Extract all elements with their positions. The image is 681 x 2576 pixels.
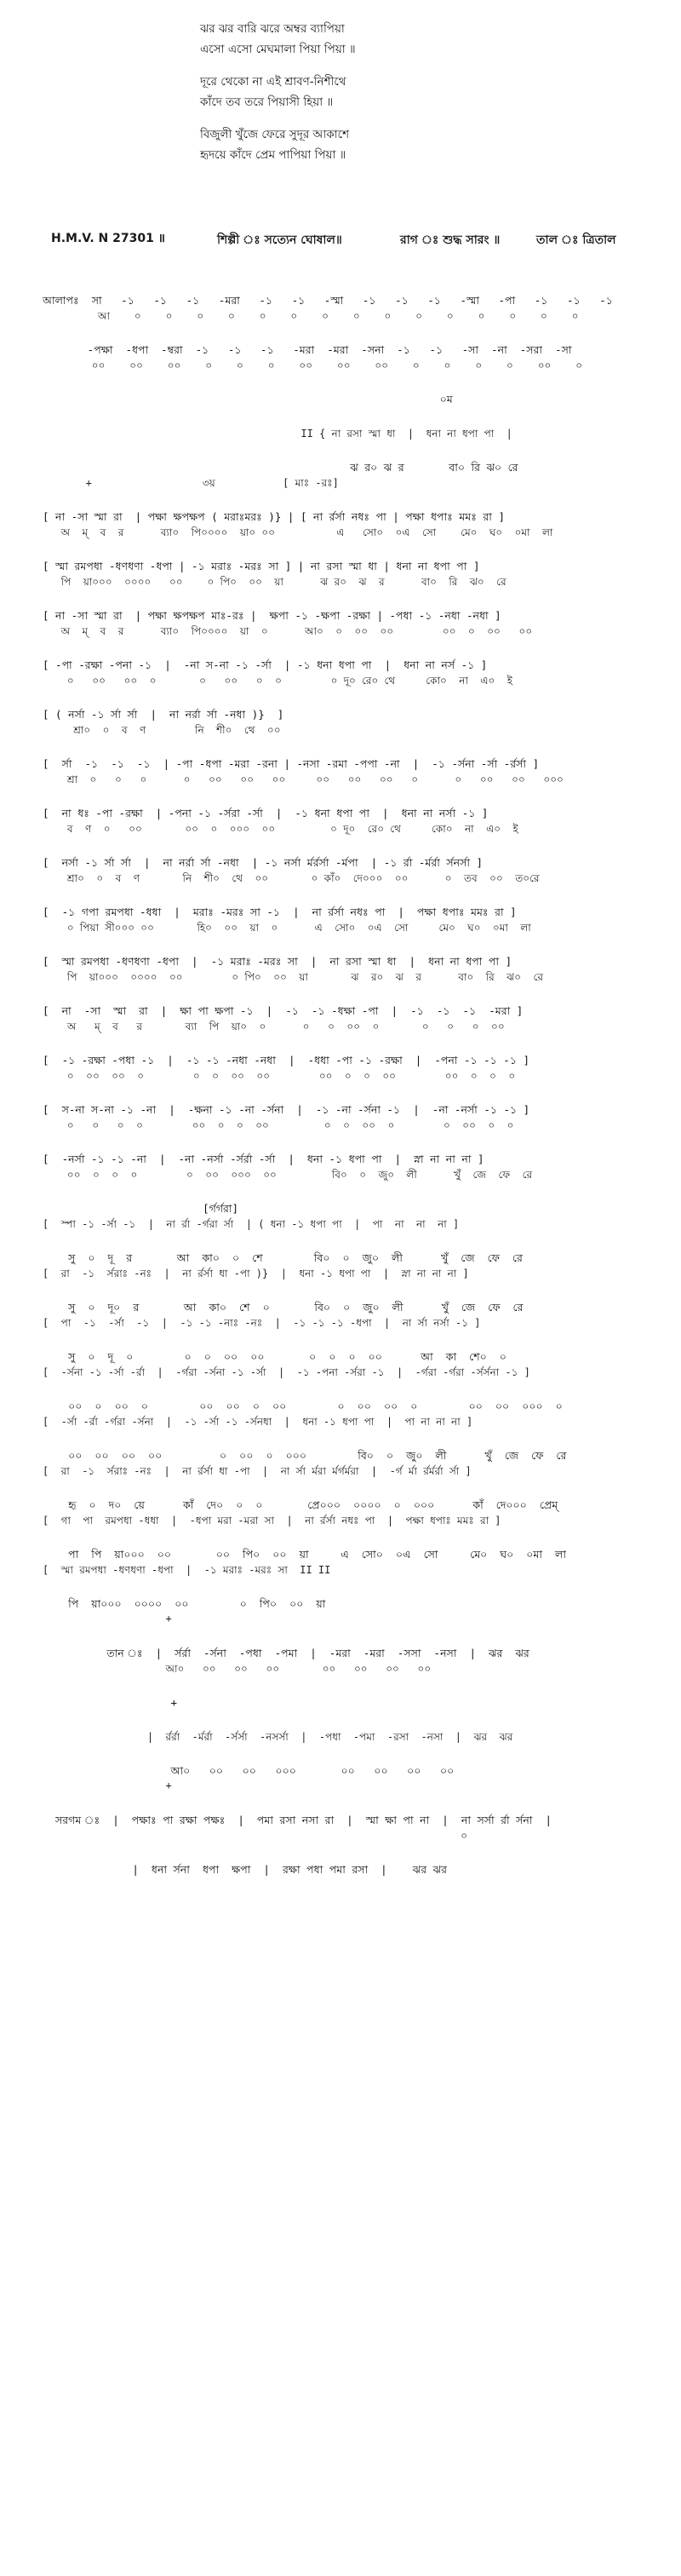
notation-bani-line: পি য়া০০০ ০০০০ ০০ ০ পি০ ০০ য়া ঝ র০ ঝ র বা০ রি ঝ০ রে [43,576,506,588]
notation-swara-line: হৃ ০ দ০ য়ে কাঁ দে০ ০ ০ প্রে০০০ ০০০০ ০ ০০০ কাঁ দে০০০ প্রেম্ [43,1498,558,1511]
notation-swara-line: ০০ ০০ ০০ ০০ ০ ০০ ০ ০০০ বি০ ০ জু০ লী খুঁ জে ফে রে [43,1449,567,1462]
raag-name: রাগ ঃ শুদ্ধ সারং ॥ [400,233,501,247]
notation-bani-line: [ গা পা রমপধা -ধধা | -ধপা মরা -মরা সা | না র্রর্সা নধঃ পা | পক্ষা ধপাঃ মমঃ রা ] [43,1515,501,1527]
notation-swara-line: [ না ধঃ -পা -রক্ষা | -পনা -১ -র্সরা -র্সা | -১ ধনা ধপা পা | ধনা না নর্সা -১ ] [43,807,489,819]
notation-swara-line: | ধনা র্সনা ধপা ক্ষপা | রক্ষা পধা পমা রসা | ঝর ঝর [43,1863,447,1876]
notation-bani-line: শ্রা০ ০ ব ণ নি শী০ থে ০০ [43,724,281,736]
notation-bani-line: + ৩য় [ মাঃ -রঃ] [43,477,339,489]
notation-swara-line: সরগম ঃ | পক্ষাঃ পা রক্ষা পক্ষঃ | পমা রসা নসা রা | স্মা ক্ষা পা না | না সর্সা র্রা র্সনা | [43,1814,552,1826]
notation-bani-line: [ পা -১ -র্সা -১ | -১ -১ -নাঃ -নঃ | -১ -১ -১ -ধপা | না র্সা নর্সা -১ ] [43,1317,481,1329]
notation-swara-line: [ না -সা স্মা রা | পক্ষা ক্ষপক্ষপ ( মরাঃমরঃ )} | [ না র্রর্সা নধঃ পা | পক্ষা ধপাঃ মমঃ রা ] [43,510,505,523]
notation-bani-line: II { না রসা স্মা ধা | ধনা না ধপা পা | [43,428,512,440]
song-lyrics [200,19,558,177]
notation-bani-line: + [43,1613,172,1624]
lyrics-line: বিজুলী খুঁজে ফেরে সুদূর আকাশে [200,128,350,141]
notation-bani-line: শ্রা০ ০ ব ণ নি শী০ থে ০০ ০ কাঁ০ দে০০০ ০০ ০ তব ০০ ত০রে [43,872,540,884]
notation-swara-line: [ স্মা রমপধা -ধণধণা -ধপা | -১ মরাঃ -মরঃ সা ] | না রসা স্মা ধা | ধনা না ধপা পা ] [43,560,480,572]
lyrics-line: দূরে থেকো না এই শ্রাবণ-নিশীথে [200,75,346,89]
notation-swara-line: [ -১ -রক্ষা -পধা -১ | -১ -১ -নধা -নধা | -ধধা -পা -১ -রক্ষা | -পনা -১ -১ -১ ] [43,1054,529,1067]
notation-swara-line: আলাপঃ সা -১ -১ -১ -মরা -১ -১ -স্মা -১ -১ -১ -স্মা -পা -১ -১ -১ [43,294,613,307]
notation-swara-line: [ -১ গপা রমপধা -ধধা | মরাঃ -মরঃ সা -১ | না র্রর্সা নধঃ পা | পক্ষা ধপাঃ মমঃ রা ] [43,906,517,918]
notation-bani-line: ব ণ ০ ০০ ০০ ০ ০০০ ০০ ০ দূ০ রে০ থে কো০ না এ০ ই [43,823,518,835]
notation-swara-line: [ নর্সা -১ র্সা র্সা | না নর্রা র্সা -নধা | -১ নর্সা র্মর্রর্সা -র্মপা | -১ র্রা -র্মর্রা র্সনর্সা ] [43,856,484,869]
notation-bani-line: [ স্পা -১ -র্সা -১ | না র্রা -র্গরা র্সা | ( ধনা -১ ধপা পা | পা না না না ] [43,1218,460,1230]
notation-bani-line: [ -র্সনা -১ -র্সা -র্রা | -র্গরা -র্সনা -১ -র্সা | -১ -পনা -র্সরা -১ | -র্গরা -র্গরা -র্সর্সনা -১ ] [43,1366,530,1378]
notation-bani-line: | র্রর্রা -র্মর্রা -র্সর্সা -নসর্সা | -পধা -পমা -রসা -নসা | ঝর ঝর [43,1731,513,1743]
notation-swara-line: আ০ ০০ ০০ ০০০ ০০ ০০ ০০ ০০ [43,1764,455,1777]
notation-swara-line: + [43,1696,178,1709]
taal-name: তাল ঃ ত্রিতাল [536,233,616,247]
notation-swara-line: [ না -সা স্মা রা | পক্ষা ক্ষপক্ষপ মাঃ-রঃ | ক্ষপা -১ -ক্ষপা -রক্ষা | -পধা -১ -নধা -নধা ] [43,609,501,622]
notation-bani-line: [ রা -১ র্সরাঃ -নঃ | না র্রর্সা ধা -পা )} | ধনা -১ ধপা পা | স্না না না না ] [43,1268,469,1279]
notation-bani-line: ০ ০ ০ ০ ০০ ০ ০ ০০ ০ ০ ০০ ০ ০ ০০ ০ ০ [43,1119,514,1131]
notation-swara-line: [ ( নর্সা -১ র্সা র্সা | না নর্রা র্সা -নধা )} ] [43,708,284,721]
notation-swara-line: [ স্মা রমপধা -ধণধণা -ধপা | -১ মরাঃ -মরঃ সা | না রসা স্মা ধা | ধনা না ধপা পা ] [43,955,512,968]
notation-bani-line: অ ম্ ব র ব্যা০ পি০০০০ য়া ০ আ০ ০ ০০ ০০ ০০ ০ ০০ ০০ [43,625,533,637]
artist-name: শিল্পী ঃ সত্যেন ঘোষাল॥ [217,233,342,247]
notation-bani-line: শ্রা ০ ০ ০ ০ ০০ ০০ ০০ ০০ ০০ ০০ ০ ০ ০০ ০০ ০০০ [43,773,564,785]
notation-swara-line: [ র্সা -১ -১ -১ | -পা -ধপা -মরা -রনা | -নসা -রমা -পপা -না | -১ -র্সনা -র্সা -র্রর্সা ] [43,757,540,770]
notation-bani-line: আ ০ ০ ০ ০ ০ ০ ০ ০ ০ ০ ০ ০ ০ ০ ০ [43,310,579,322]
lyrics-line: হৃদয়ে কাঁদে প্রেম পাপিয়া পিয়া ॥ [200,148,346,162]
lyrics-stanza [200,19,558,60]
notation-swara-line: ০ম [43,393,453,405]
notation-swara-line: [ না -সা স্মা রা | ক্ষা পা ক্ষপা -১ | -১ -১ -ধক্ষা -পা | -১ -১ -১ -মরা ] [43,1004,524,1017]
notation-swara-line: [ -নর্সা -১ -১ -না | -না -নর্সা -র্সর্রা -র্সা | ধনা -১ ধপা পা | স্না না না না ] [43,1153,484,1165]
notation-swara-line: সু ০ দূ র আ কা০ ০ শে বি০ ০ জু০ লী খুঁ জে ফে রে [43,1251,523,1264]
notation-swara-line: [ স-না স-না -১ -না | -ক্ষনা -১ -না -র্সনা | -১ -না -র্সনা -১ | -না -নর্সা -১ -১ ] [43,1103,530,1116]
notation-bani-line: + [43,1780,172,1791]
notation-bani-line: আ০ ০০ ০০ ০০ ০০ ০০ ০০ ০০ [43,1663,432,1675]
notation-swara-line: -পক্ষা -ধপা -ম্বরা -১ -১ -১ -মরা -মরা -সনা -১ -১ -সা -না -সরা -সা [43,343,572,356]
notation-swara-line: ঝ র০ ঝ র বা০ রি ঝ০ রে [43,461,518,474]
notation-bani-line: [ -র্সা -র্রা -র্গরা -র্সনা | -১ -র্সা -১ -র্সনধা | ধনা -১ ধপা পা | পা না না না ] [43,1416,473,1428]
lyrics-line: ঝর ঝর বারি ঝরে অম্বর ব্যাপিয়া [200,22,345,36]
notation-swara-line: সু ০ দূ ০ ০ ০ ০০ ০০ ০ ০ ০ ০০ আ কা শে০ ০ [43,1350,506,1363]
notation-bani-line: অ ম্ ব র ব্যা০ পি০০০০ য়া০ ০০ এ সো০ ০এ সো মে০ ঘ০ ০মা লা [43,526,553,538]
notation-bani-line: ০ ০০ ০০ ০ ০ ০ ০০ ০০ ০০ ০ ০ ০০ ০০ ০ ০ ০ [43,1070,516,1082]
notation-bani-line: ০০ ০ ০ ০ ০ ০০ ০০০ ০০ বি০ ০ জু০ লী খুঁ জে ফে রে [43,1169,533,1181]
notation-swara-line: [র্গর্গরা] [43,1202,239,1215]
notation-swara-line: পা পি য়া০০০ ০০ ০০ পি০ ০০ য়া এ সো০ ০এ সো মে০ ঘ০ ০মা লা [43,1548,566,1561]
notation-bani-line: [ রা -১ র্সরাঃ -নঃ | না র্রর্সা ধা -পা | না র্সা র্মরা র্মর্গর্মরা | -র্গ র্মা র্রর্মর্রা র্সা ] [43,1465,472,1477]
notation-swara-line: [ -পা -রক্ষা -পনা -১ | -না স-না -১ -র্সা | -১ ধনা ধপা পা | ধনা না নর্স -১ ] [43,658,488,671]
notation-bani-line: ০ [43,1830,468,1842]
notation-bani-line: ০ ০০ ০০ ০ ০ ০০ ০ ০ ০ দূ০ রে০ থে কো০ না এ০ ই [43,675,513,687]
notation-swara-line: ০০ ০ ০০ ০ ০০ ০০ ০ ০০ ০ ০০ ০০ ০ ০০ ০০ ০০০ ০ [43,1400,563,1412]
notation-bani-line: ০ পিয়া সী০০০ ০০ হি০ ০০ য়া ০ এ সো০ ০এ সো মে০ ঘ০ ০মা লা [43,922,531,934]
lyrics-line: এসো এসো মেঘমালা পিয়া পিয়া ॥ [200,43,356,56]
record-number: H.M.V. N 27301 ॥ [51,232,166,245]
lyrics-stanza [200,72,558,112]
notation-bani-line: অ ম্ ব র ব্যা পি য়া০ ০ ০ ০ ০০ ০ ০ ০ ০ ০০ [43,1021,505,1032]
notation-swara-line: পি য়া০০০ ০০০০ ০০ ০ পি০ ০০ য়া [43,1597,326,1610]
notation-bani-line: পি য়া০০০ ০০০০ ০০ ০ পি০ ০০ য়া ঝ র০ ঝ র বা০ রি ঝ০ রে [43,971,543,983]
notation-swara-line: সু ০ দূ০ র আ কা০ শে ০ বি০ ০ জু০ লী খুঁ জে ফে রে [43,1301,524,1314]
notation-bani-line: [ স্মা রমপধা -ধণধণা -ধপা | -১ মরাঃ -মরঃ সা II II [43,1564,331,1576]
notation-swara-line: তান ঃ | র্সর্রা -র্সনা -পধা -পমা | -মরা -মরা -সসা -নসা | ঝর ঝর [43,1647,529,1659]
notation-bani-line: ০০ ০০ ০০ ০ ০ ০ ০০ ০০ ০০ ০ ০ ০ ০ ০০ ০ [43,359,583,371]
lyrics-line: কাঁদে তব তরে পিয়াসী হিয়া ॥ [200,95,334,109]
lyrics-stanza [200,124,558,165]
